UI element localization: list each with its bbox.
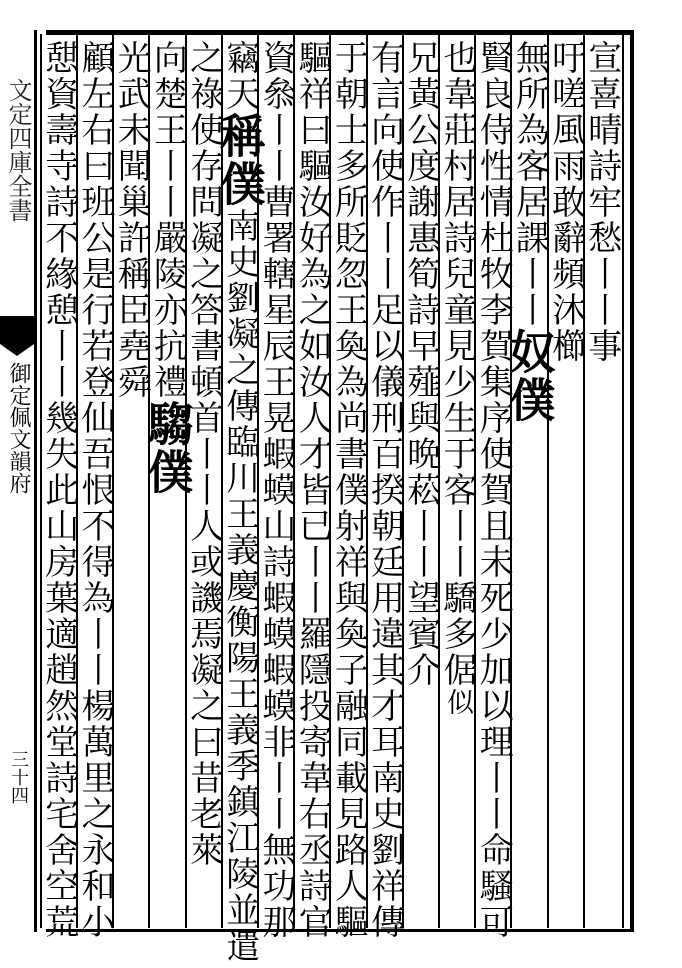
entry-headword: 稱僕 — [212, 112, 267, 208]
column-text: 賢良侍性情杜牧李賀集序使賀且未死少加以理丨丨命騷可 — [473, 40, 514, 940]
frame-right-border — [630, 30, 634, 932]
text-column — [37, 40, 81, 940]
entry-headword: 奴僕 — [502, 328, 557, 424]
page-number: 三十四 — [8, 750, 29, 804]
column-text: 顧左右曰班公是行若登仙吾恨不得為丨丨楊萬里之永和小 — [75, 40, 115, 940]
page-margin — [0, 38, 34, 928]
column-text: 向楚王丨丨嚴陵亦抗禮 — [147, 40, 188, 400]
column-text: 吁嗟風雨敢辭頻沐櫛 — [545, 40, 586, 364]
column-text: 之祿使存問凝之答書頓首丨丨人或譏焉凝之曰昔老萊 — [183, 40, 224, 868]
margin-header-text: 文定四庫全書 — [4, 78, 32, 222]
column-text: 宣喜晴詩牢愁丨丨事 — [581, 40, 622, 364]
fishtail-mark — [0, 316, 34, 344]
column-text: 有言向使作丨丨足以儀刑百揆朝廷用違其才耳南史劉祥傳 — [364, 40, 405, 940]
column-text: 驅祥曰驅汝好為之如汝人才皆已丨丨羅隱投寄韋右丞詩官 — [292, 40, 333, 940]
column-text: 南史劉凝之傳臨川王義慶衡陽王義季鎮江陵並遣 — [219, 208, 260, 964]
column-text: 兄黃公度謝惠筍詩早薤與晩菘丨丨望賓介 — [400, 40, 441, 688]
column-text: 憇資壽寺詩不緣憩丨丨幾失此山房葉適趙然堂詩宅舍空荒 — [38, 40, 79, 940]
column-text: 也韋莊村居詩兒童見少生于客丨丨驕多倨 — [437, 40, 477, 688]
column-text: 無所為客居課丨丨 — [509, 40, 550, 328]
column-text: 竊天 — [219, 40, 260, 112]
entry-headword: 騶僕 — [140, 400, 195, 496]
column-text: 光武未聞巢許稱臣堯舜 — [111, 40, 152, 400]
book-title: 御定佩文韻府 — [6, 362, 31, 494]
column-text: 于朝士多所貶忽王奐為尚書僕射祥與奐子融同載見路人驅 — [328, 40, 369, 940]
column-text: 資叅丨丨曹署轄星辰王晃蝦蟆山詩蝦蟆蝦蟆非丨丨無功那 — [256, 40, 296, 940]
column-text: 似 — [442, 688, 473, 717]
